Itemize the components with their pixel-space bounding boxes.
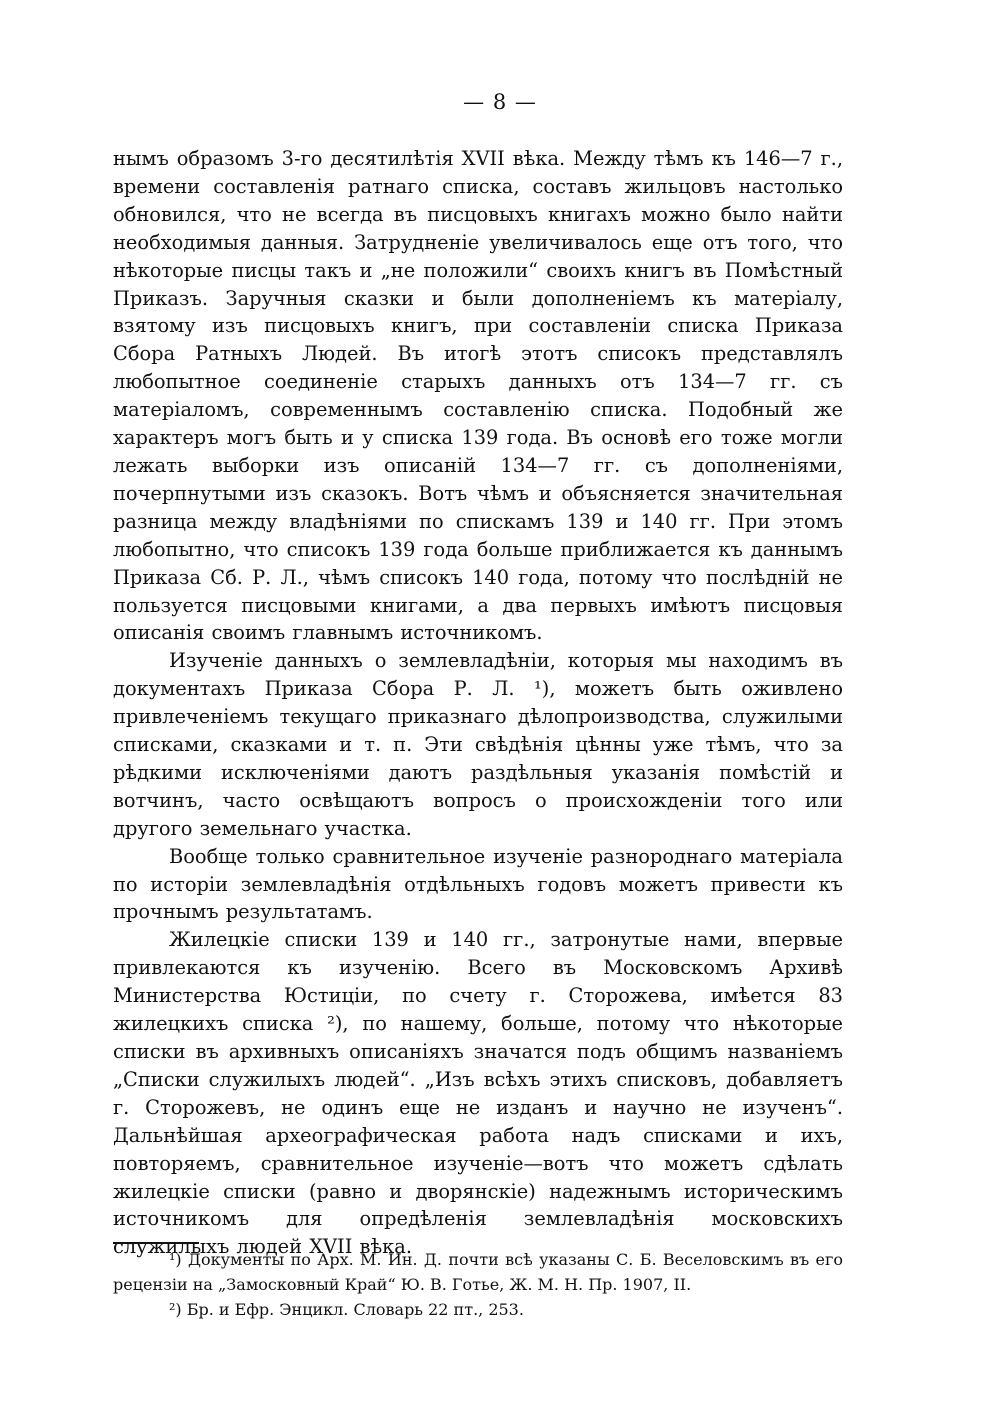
paragraph-2: Изученіе данныхъ о землевладѣніи, которыя мы находимъ въ документахъ Приказа Сбора Р. Л. ¹), можетъ быть оживлено привлеченіемъ текущаго приказнаго дѣлопроизводства, служилыми списками, сказками и т. п. Эти свѣдѣнія цѣнны уже тѣмъ, что за рѣдкими исключеніями даютъ раздѣльныя указанія помѣстій и вотчинъ, часто освѣщаютъ вопросъ о происхожденіи того или другого земельнаго участка. <box>113 649 843 840</box>
footnotes <box>113 1247 843 1322</box>
body-text <box>113 145 843 1261</box>
footnote-divider <box>113 1242 199 1244</box>
footnote-1: ¹) Документы по Арх. М. Ин. Д. почти всѣ указаны С. Б. Веселовскимъ въ его рецензіи на „Замосковный Край“ Ю. В. Готье, Ж. М. Н. Пр. 1907, II. <box>113 1250 843 1294</box>
paragraph-4: Жилецкіе списки 139 и 140 гг., затронутые нами, впервые привлекаются къ изученію. Всего въ Московскомъ Архивѣ Министерства Юстиціи, по счету г. Сторожева, имѣется 83 жилецкихъ списка ²), по нашему, больше, потому что нѣкоторые списки въ архивныхъ описаніяхъ значатся подъ общимъ названіемъ „Списки служилыхъ людей“. „Изъ всѣхъ этихъ списковъ, добавляетъ г. Сторожевъ, не одинъ еще не изданъ и научно не изученъ“. Дальнѣйшая археографическая работа надъ списками и ихъ, повторяемъ, сравнительное изученіе—вотъ что можетъ сдѣлать жилецкіе списки (равно и дворянскіе) надежнымъ историческимъ источникомъ для опредѣленія землевладѣнія московскихъ служилыхъ людей XVII вѣка. <box>113 928 843 1259</box>
footnote-2: ²) Бр. и Ефр. Энцикл. Словарь 22 пт., 253. <box>169 1300 524 1319</box>
paragraph-1: нымъ образомъ 3-го десятилѣтія XVII вѣка. Между тѣмъ къ 146—7 г., времени составленія ратнаго списка, составъ жильцовъ настолько обновился, что не всегда въ писцовыхъ книгахъ можно было найти необходимыя данныя. Затрудненіе увеличивалось еще отъ того, что нѣкоторые писцы такъ и „не положили“ своихъ книгъ въ Помѣстный Приказъ. Заручныя сказки и были дополненіемъ къ матеріалу, взятому изъ писцовыхъ книгъ, при составленіи списка Приказа Сбора Ратныхъ Людей. Въ итогѣ этотъ списокъ представлялъ любопытное соединеніе старыхъ данныхъ отъ 134—7 гг. съ матеріаломъ, современнымъ составленію списка. Подобный же характеръ могъ быть и у списка 139 года. Въ основѣ его тоже могли лежать выборки изъ описаній 134—7 гг. съ дополненіями, почерпнутыми изъ сказокъ. Вотъ чѣмъ и объясняется значительная разница между владѣніями по спискамъ 139 и 140 гг. При этомъ любопытно, что списокъ 139 года больше приближается къ даннымъ Приказа Сб. Р. Л., чѣмъ списокъ 140 года, потому что послѣдній не пользуется писцовыми книгами, а два первыхъ имѣютъ писцовыя описанія своимъ главнымъ источникомъ. <box>113 147 843 645</box>
page-number: — 8 — <box>463 90 537 114</box>
paragraph-3: Вообще только сравнительное изученіе разнороднаго матеріала по исторіи землевладѣнія отдѣльныхъ годовъ можетъ привести къ прочнымъ результатамъ. <box>113 844 843 924</box>
